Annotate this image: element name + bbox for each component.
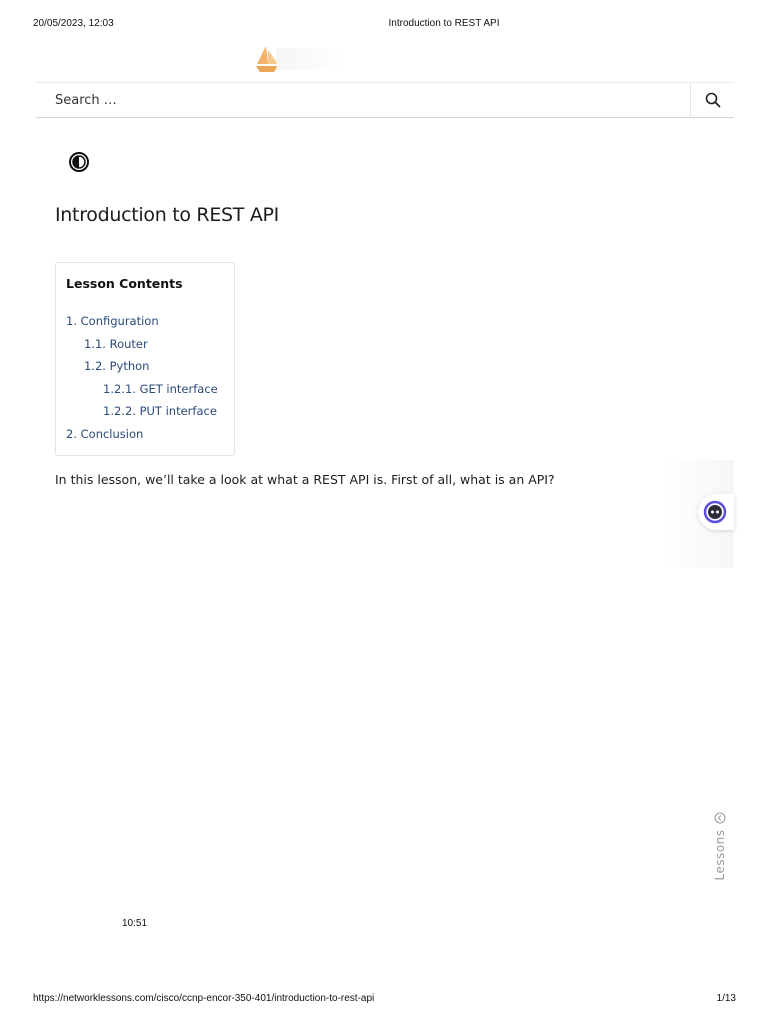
chat-button[interactable] bbox=[698, 494, 734, 530]
print-url: https://networklessons.com/cisco/ccnp-encor-350-401/introduction-to-rest-api bbox=[33, 993, 375, 1004]
lesson-contents bbox=[55, 262, 235, 456]
site-logo[interactable] bbox=[254, 44, 348, 74]
search-icon bbox=[705, 92, 721, 108]
intro-paragraph: In this lesson, we’ll take a look at what a REST API is. First of all, what is an API? bbox=[55, 472, 555, 487]
chat-widget bbox=[664, 460, 734, 568]
contrast-toggle-icon bbox=[67, 150, 91, 174]
lesson-contents-heading: Lesson Contents bbox=[66, 276, 183, 291]
chatbot-icon bbox=[703, 500, 727, 524]
toc-item-get-interface[interactable]: 1.2.1. GET interface bbox=[103, 381, 218, 396]
toc-item-conclusion[interactable]: 2. Conclusion bbox=[66, 426, 144, 441]
lessons-tab[interactable] bbox=[708, 810, 732, 886]
print-page-number: 1/13 bbox=[716, 993, 736, 1004]
contrast-toggle-button[interactable] bbox=[67, 150, 91, 174]
print-header bbox=[0, 18, 768, 32]
lessons-tab-label: Lessons bbox=[713, 829, 727, 881]
print-date: 20/05/2023, 12:03 bbox=[33, 18, 114, 29]
toc-item-configuration[interactable]: 1. Configuration bbox=[66, 314, 159, 328]
print-document-title: Introduction to REST API bbox=[388, 18, 500, 29]
page-title: Introduction to REST API bbox=[55, 204, 279, 226]
logo-wordmark bbox=[276, 48, 348, 70]
print-timestamp: 10:51 bbox=[122, 918, 148, 929]
print-footer bbox=[0, 993, 768, 1007]
search-input[interactable] bbox=[36, 83, 688, 117]
toc-item-router[interactable]: 1.1. Router bbox=[84, 336, 148, 351]
search-bar bbox=[36, 82, 734, 118]
toc-item-put-interface[interactable]: 1.2.2. PUT interface bbox=[103, 404, 217, 418]
toc-item-python[interactable]: 1.2. Python bbox=[84, 359, 150, 373]
search-button[interactable] bbox=[690, 83, 734, 117]
